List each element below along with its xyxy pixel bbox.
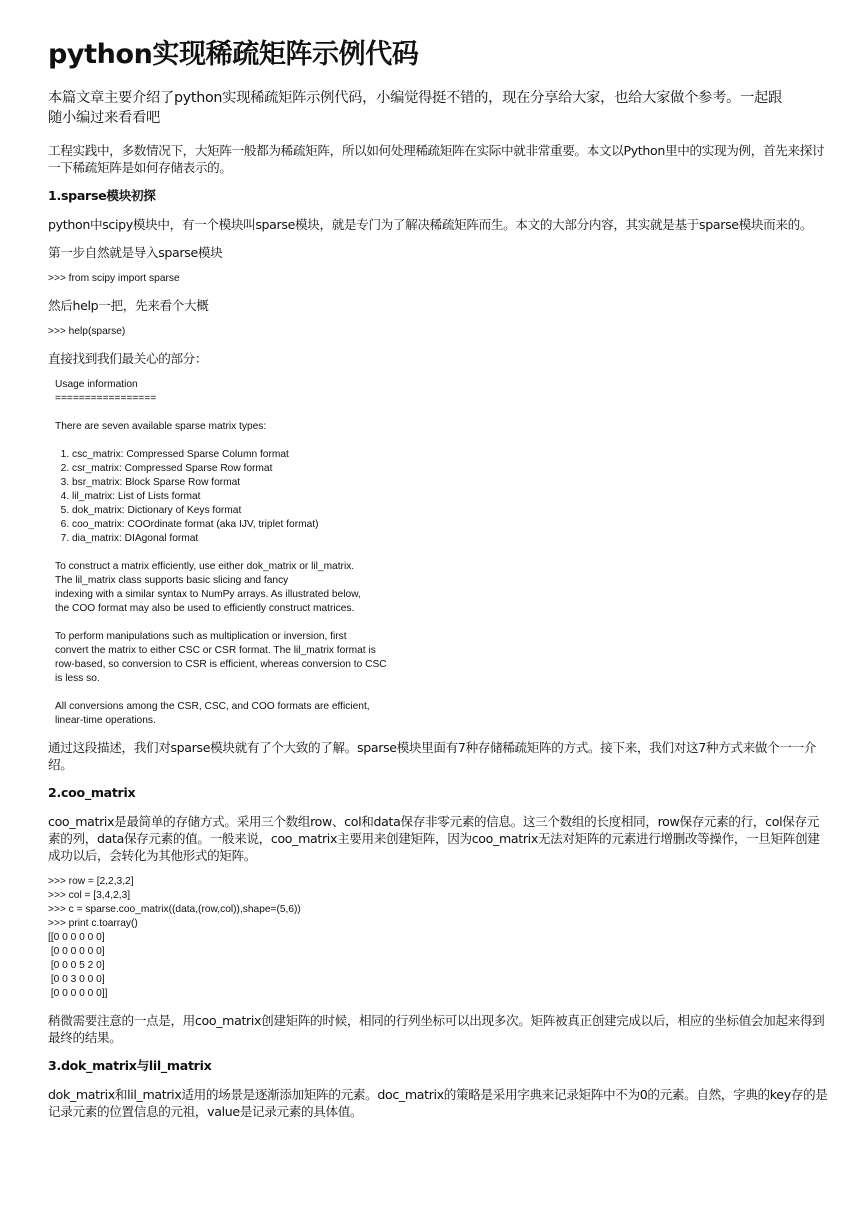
paragraph: python中scipy模块中，有一个模块叫sparse模块，就是专门为了解决稀疏矩阵而生。本文的大部分内容，其实就是基于sparse模块而来的。 <box>48 217 813 232</box>
paragraph: 然后help一把，先来看个大概 <box>48 298 209 313</box>
paragraph: coo_matrix是最简单的存储方式。采用三个数组row、col和data保存非零元素的信息。这三个数组的长度相同，row保存元素的行，col保存元素的列，data保存元素的值。一般来说，coo_matrix主要用来创建矩阵，因为coo_matrix无法对矩阵的元素进行增删改等操作，一旦矩阵创建成功以后，会转化为其他形式的矩阵。 <box>48 814 820 863</box>
paragraph: 工程实践中，多数情况下，大矩阵一般都为稀疏矩阵，所以如何处理稀疏矩阵在实际中就非常重要。本文以Python里中的实现为例，首先来探讨一下稀疏矩阵是如何存储表示的。 <box>48 143 825 175</box>
section-heading-coo: 2.coo_matrix <box>48 785 136 800</box>
code-block-import: >>> from scipy import sparse <box>48 273 180 284</box>
paragraph: 通过这段描述，我们对sparse模块就有了个大致的了解。sparse模块里面有7种存储稀疏矩阵的方式。接下来，我们对这7种方式来做个一一介绍。 <box>48 740 817 772</box>
paragraph: dok_matrix和lil_matrix适用的场景是逐渐添加矩阵的元素。doc_matrix的策略是采用字典来记录矩阵中不为0的元素。自然，字典的key存的是记录元素的位置信息的元祖，value是记录元素的具体值。 <box>48 1087 828 1119</box>
article-title: python实现稀疏矩阵示例代码 <box>48 39 419 70</box>
code-block-help: >>> help(sparse) <box>48 326 126 337</box>
code-block-usage: Usage information ================= There are seven available sparse matrix types: 1. csc_matrix: Compressed Sparse Column format 2. csr_matrix: Compressed Sparse Row format 3. bsr_matrix: Block Sparse Row format 4. lil_matrix: List of Lists format 5. dok_matrix: Dictionary of Keys format 6. coo_matrix: COOrdinate format (aka IJV, triplet format) 7. dia_matrix: DIAgonal format To construct a matrix efficiently, use either dok_matrix or lil_matrix. The lil_matrix class supports basic slicing and fancy indexing with a similar syntax to NumPy arrays. As illustrated below, the COO format may also be used to efficiently construct matrices. To perform manipulations such as multiplication or inversion, first convert the matrix to either CSC or CSR format. The lil_matrix format is row-based, so conversion to CSR is efficient, whereas conversion to CSC is less so. All conversions among the CSR, CSC, and COO formats are efficient, linear-time operations. <box>55 379 387 726</box>
paragraph: 第一步自然就是导入sparse模块 <box>48 245 223 260</box>
paragraph: 稍微需要注意的一点是，用coo_matrix创建矩阵的时候，相同的行列坐标可以出现多次。矩阵被真正创建完成以后，相应的坐标值会加起来得到最终的结果。 <box>48 1013 825 1045</box>
article-intro: 本篇文章主要介绍了python实现稀疏矩阵示例代码，小编觉得挺不错的，现在分享给大家，也给大家做个参考。一起跟随小编过来看看吧 <box>48 90 783 126</box>
paragraph: 直接找到我们最关心的部分： <box>48 351 208 366</box>
code-block-coo: >>> row = [2,2,3,2] >>> col = [3,4,2,3] >>> c = sparse.coo_matrix((data,(row,col)),shape=(5,6)) >>> print c.toarray() [[0 0 0 0 0 0] [0 0 0 0 0 0] [0 0 0 5 2 0] [0 0 3 0 0 0] [0 0 0 0 0 0]] <box>48 876 301 999</box>
section-heading-dok: 3.dok_matrix与lil_matrix <box>48 1058 212 1073</box>
section-heading-sparse: 1.sparse模块初探 <box>48 188 156 203</box>
